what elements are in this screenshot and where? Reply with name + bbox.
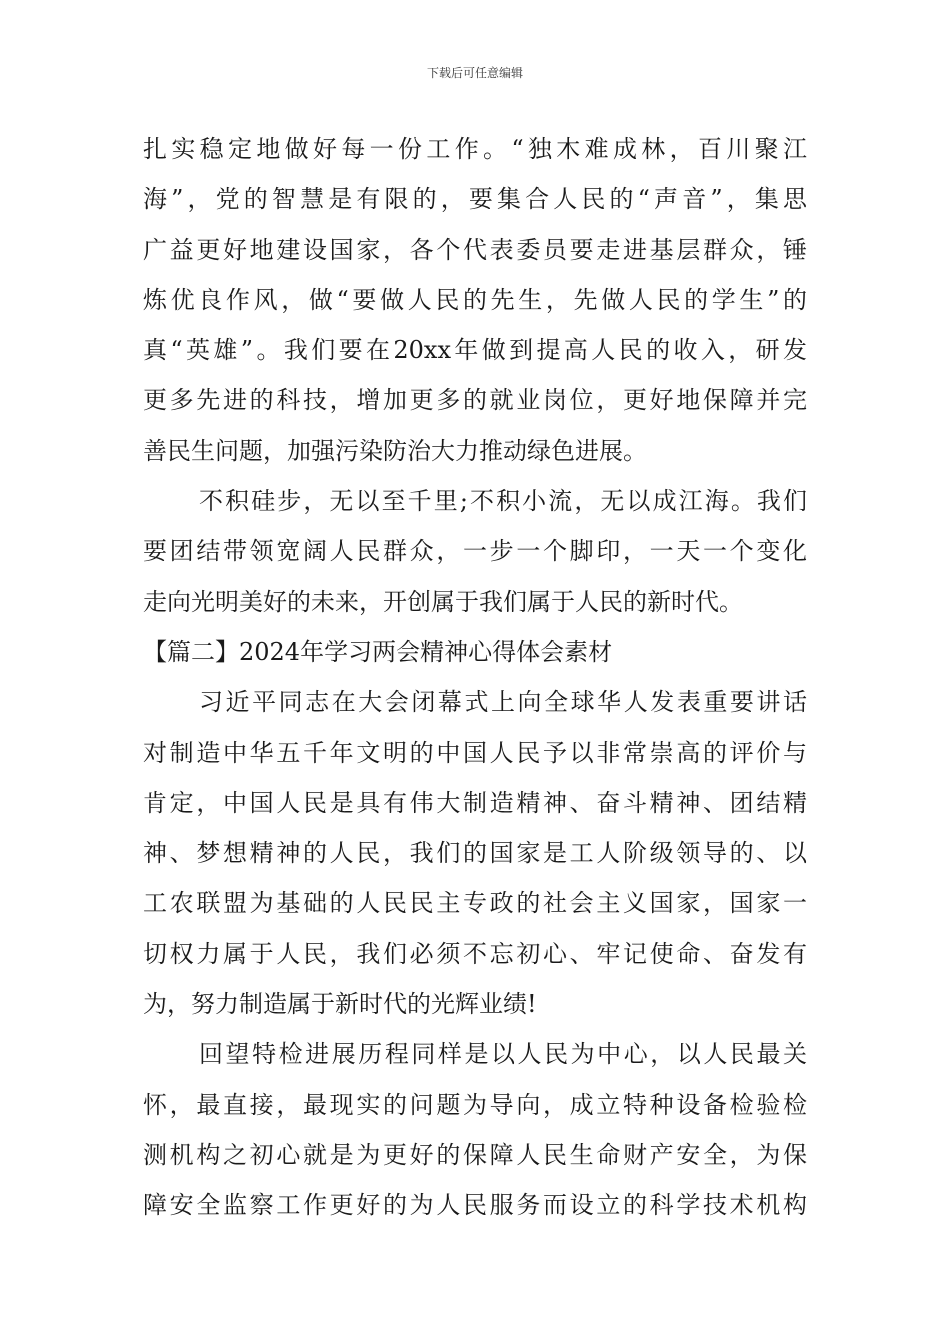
text-line: 测机构之初心就是为更好的保障人民生命财产安全，为保 bbox=[143, 1140, 807, 1169]
document-body bbox=[143, 124, 807, 1231]
text-line: 对制造中华五千年文明的中国人民予以非常崇高的评价与 bbox=[143, 738, 807, 767]
text-line: 神、梦想精神的人民，我们的国家是工人阶级领导的、以 bbox=[143, 839, 807, 868]
text-line: 广益更好地建设国家，各个代表委员要走进基层群众，锤 bbox=[143, 235, 807, 264]
text-line: 善民生问题，加强污染防治大力推动绿色进展。 bbox=[143, 436, 647, 465]
section-heading: 【篇二】2024年学习两会精神心得体会素材 bbox=[143, 637, 613, 666]
text-line: 工农联盟为基础的人民民主专政的社会主义国家，国家一 bbox=[143, 889, 807, 918]
text-line: 怀，最直接，最现实的问题为导向，成立特种设备检验检 bbox=[143, 1090, 807, 1119]
text-line: 炼优良作风，做“要做人民的先生，先做人民的学生”的 bbox=[143, 285, 807, 314]
text-line: 切权力属于人民，我们必须不忘初心、牢记使命、奋发有 bbox=[143, 939, 807, 968]
page-header: 下载后可任意编辑 bbox=[426, 66, 523, 80]
text-line: 更多先进的科技，增加更多的就业岗位，更好地保障并完 bbox=[143, 386, 807, 415]
text-line: 走向光明美好的未来，开创属于我们属于人民的新时代。 bbox=[143, 587, 743, 616]
text-line: 为，努力制造属于新时代的光辉业绩! bbox=[143, 990, 537, 1019]
text-line: 不积硅步，无以至千里;不积小流，无以成江海。我们 bbox=[199, 487, 807, 516]
text-line: 肯定，中国人民是具有伟大制造精神、奋斗精神、团结精 bbox=[143, 788, 807, 817]
text-line: 习近平同志在大会闭幕式上向全球华人发表重要讲话 bbox=[199, 688, 807, 717]
text-line: 回望特检进展历程同样是以人民为中心，以人民最关 bbox=[199, 1040, 807, 1069]
text-line: 扎实稳定地做好每一份工作。“独木难成林，百川聚江 bbox=[143, 135, 807, 163]
text-line: 海”，党的智慧是有限的，要集合人民的“声音”，集思 bbox=[143, 185, 807, 214]
text-line: 障安全监察工作更好的为人民服务而设立的科学技术机构 bbox=[143, 1191, 807, 1220]
text-line: 真“英雄”。我们要在20xx年做到提高人民的收入，研发 bbox=[143, 336, 807, 365]
text-line: 要团结带领宽阔人民群众，一步一个脚印，一天一个变化 bbox=[143, 537, 807, 566]
